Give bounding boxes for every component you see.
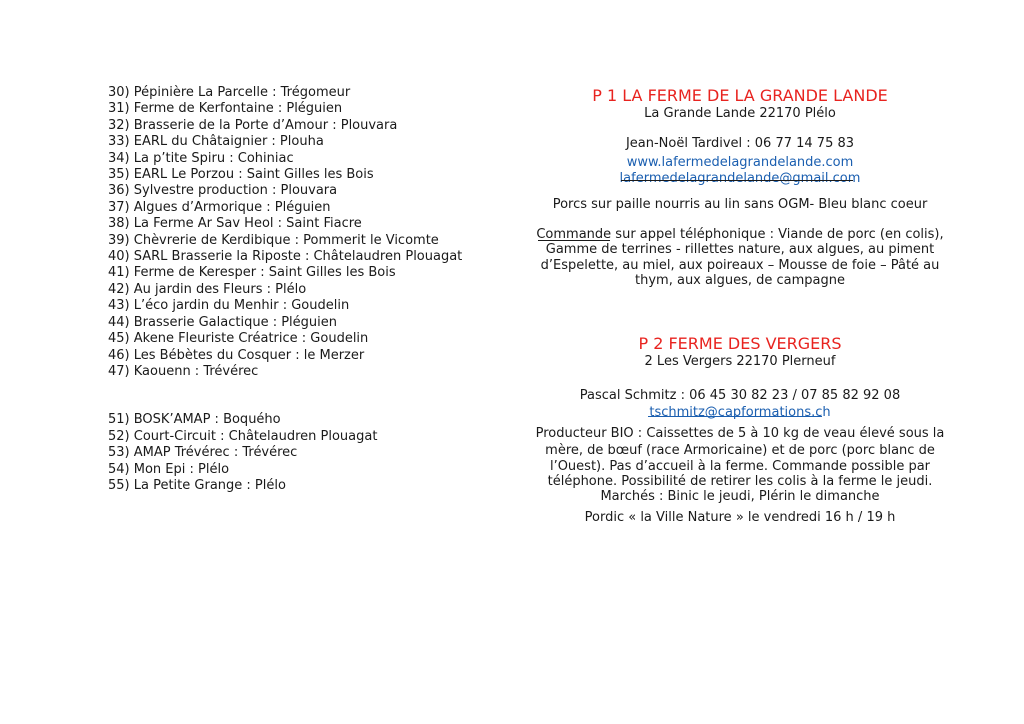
list-item: 39) Chèvrerie de Kerdibique : Pommerit le Vicomte <box>108 232 439 248</box>
list-item: 32) Brasserie de la Porte d’Amour : Plouvara <box>108 117 398 133</box>
farm-1-website-link[interactable]: www.lafermedelagrandelande.com <box>626 155 854 170</box>
farm-1-description: Porcs sur paille nourris au lin sans OGM- Bleu blanc coeur <box>552 197 928 212</box>
list-item: 31) Ferme de Kerfontaine : Pléguien <box>108 101 343 117</box>
list-item: 44) Brasserie Galactique : Pléguien <box>108 314 338 330</box>
list-item: 51) BOSK’AMAP : Boquého <box>108 412 281 428</box>
farm-1-order-line: thym, aux algues, de campagne <box>635 273 845 288</box>
farm-1-title: P 1 LA FERME DE LA GRANDE LANDE <box>592 86 888 105</box>
farm-1-order-line: Gamme de terrines - rillettes nature, aux algues, au piment <box>545 242 935 257</box>
list-item: 54) Mon Epi : Plélo <box>108 461 230 477</box>
farm-2-block <box>530 334 950 525</box>
list-item: 55) La Petite Grange : Plélo <box>108 477 286 493</box>
farm-2-desc-line: Producteur BIO : Caissettes de 5 à 10 kg de veau élevé sous la <box>535 425 945 441</box>
list-item: 45) Akene Fleuriste Créatrice : Goudelin <box>108 331 369 347</box>
farm-2-title: P 2 FERME DES VERGERS <box>638 334 842 353</box>
farm-2-desc-line: l’Ouest). Pas d’accueil à la ferme. Commande possible par <box>549 458 931 474</box>
list-item: 40) SARL Brasserie la Riposte : Châtelaudren Plouagat <box>108 249 463 265</box>
list-item: 46) Les Bébètes du Cosquer : le Merzer <box>108 347 365 363</box>
farm-2-desc-line: mère, de bœuf (race Armoricaine) et de porc (porc blanc de <box>545 442 935 458</box>
list-item: 33) EARL du Châtaignier : Plouha <box>108 134 324 150</box>
farm-1-order-text <box>530 227 950 289</box>
list-item: 34) La p’tite Spiru : Cohiniac <box>108 150 294 166</box>
producer-list <box>108 85 508 494</box>
farm-1-contact: Jean-Noël Tardivel : 06 77 14 75 83 <box>625 135 855 151</box>
list-item: 36) Sylvestre production : Plouvara <box>108 183 338 199</box>
email-underline <box>648 416 822 417</box>
farm-2-desc-line: téléphone. Possibilité de retirer les colis à la ferme le jeudi. <box>547 473 933 489</box>
list-item: 41) Ferme de Keresper : Saint Gilles les Bois <box>108 265 396 281</box>
list-item: 42) Au jardin des Fleurs : Plélo <box>108 281 307 297</box>
list-item: 43) L’éco jardin du Menhir : Goudelin <box>108 298 350 314</box>
list-item: 30) Pépinière La Parcelle : Trégomeur <box>108 85 351 100</box>
farm-2-address: 2 Les Vergers 22170 Plerneuf <box>644 354 836 369</box>
farm-1-order-line: Commande sur appel téléphonique : Viande de porc (en colis), <box>536 226 944 242</box>
producer-list-group-2 <box>108 412 508 494</box>
list-item: 52) Court-Circuit : Châtelaudren Plouagat <box>108 428 378 444</box>
list-item: 38) La Ferme Ar Sav Heol : Saint Fiacre <box>108 216 362 232</box>
list-item: 35) EARL Le Porzou : Saint Gilles les Bois <box>108 167 374 183</box>
farm-2-desc-line: Pordic « la Ville Nature » le vendredi 16 h / 19 h <box>584 509 896 525</box>
list-item: 37) Algues d’Armorique : Pléguien <box>108 199 331 215</box>
farm-2-desc-line: Marchés : Binic le jeudi, Plérin le dimanche <box>600 488 880 504</box>
list-item: 47) Kaouenn : Trévérec <box>108 363 259 379</box>
list-spacer <box>108 380 508 412</box>
farm-2-description <box>530 425 950 525</box>
text-underline <box>538 240 610 241</box>
producer-list-group-1 <box>108 85 508 380</box>
farm-2-contact: Pascal Schmitz : 06 45 30 82 23 / 07 85 82 92 08 <box>579 387 901 403</box>
farm-2-email-link[interactable]: tschmitz@capformations.ch <box>649 405 831 420</box>
farm-1-order-line: d’Espelette, au miel, aux poireaux – Mousse de foie – Pâté au <box>540 257 940 273</box>
list-item: 53) AMAP Trévérec : Trévérec <box>108 445 298 461</box>
farm-1-block <box>530 86 950 289</box>
farm-1-email-link[interactable]: lafermedelagrandelande@gmail.com <box>619 170 861 186</box>
farm-1-address: La Grande Lande 22170 Plélo <box>644 106 836 121</box>
link-underline <box>621 180 853 181</box>
